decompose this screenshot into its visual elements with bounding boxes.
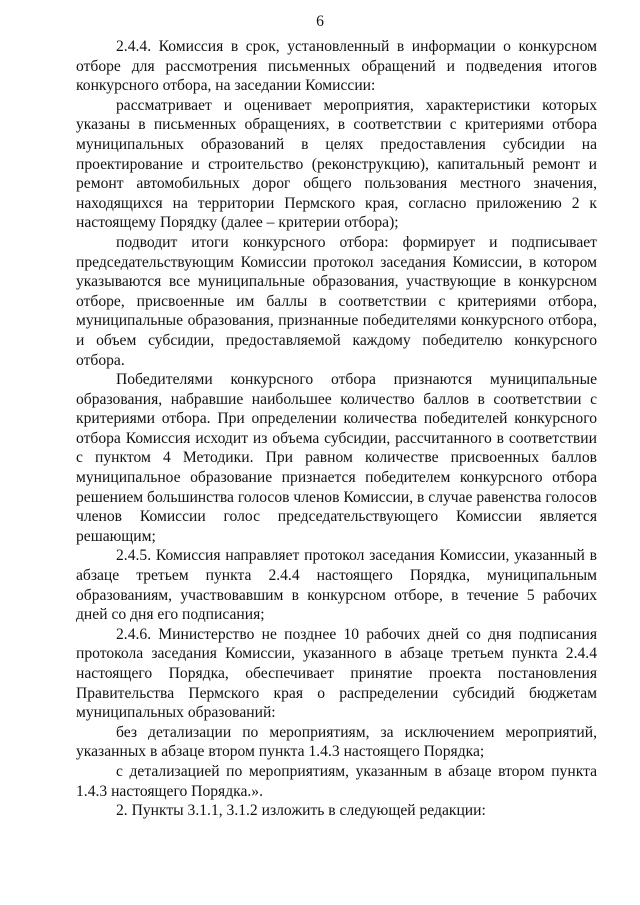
paragraph-sums-up-results: подводит итоги конкурсного отбора: формирует и подписывает председательствующим Комиссии протокол заседания Комиссии, в котором указываются все муниципальные образования, участвующие в конкурсном отборе, присвоенные им баллы в соответствии с критериями отбора, муниципальные образования, признанные победителями конкурсного отбора, и объем субсидии, предоставляемой каждому победителю конкурсного отбора. bbox=[76, 233, 597, 369]
paragraph-winners: Победителями конкурсного отбора признаются муниципальные образования, набравшие наибольшее количество баллов в соответствии с критериями отбора. При определении количества победителей конкурсного отбора Комиссия исходит из объема субсидии, рассчитанного в соответствии с пунктом 4 Методики. При равном количестве присвоенных баллов муниципальное образование признается победителем конкурсного отбора решением большинства голосов членов Комиссии, в случае равенства голосов членов Комиссии голос председательствующего Комиссии является решающим; bbox=[76, 371, 597, 545]
paragraph-item-2: 2. Пункты 3.1.1, 3.1.2 изложить в следующей редакции: bbox=[116, 802, 486, 820]
page-number: 6 bbox=[316, 13, 324, 30]
paragraph-2-4-6: 2.4.6. Министерство не позднее 10 рабочих дней со дня подписания протокола заседания Комиссии, указанного в абзаце третьем пункта 2.4.4 настоящего Порядка, обеспечивает принятие проекта постановления Правительства Пермского края о распределении субсидий бюджетам муниципальных образований: bbox=[76, 625, 597, 722]
paragraph-without-detail: без детализации по мероприятиям, за исключением мероприятий, указанных в абзаце втором пункта 1.4.3 настоящего Порядка; bbox=[76, 723, 597, 761]
document-body bbox=[76, 37, 597, 821]
paragraph-2-4-5: 2.4.5. Комиссия направляет протокол заседания Комиссии, указанный в абзаце третьем пункта 2.4.4 настоящего Порядка, муниципальным образованиям, участвовавшим в конкурсном отборе, в течение 5 рабочих дней со дня его подписания; bbox=[76, 547, 597, 624]
paragraph-with-detail: с детализацией по мероприятиям, указанным в абзаце втором пункта 1.4.3 настоящего Порядка.». bbox=[76, 762, 597, 800]
paragraph-evaluates-measures: рассматривает и оценивает мероприятия, характеристики которых указаны в письменных обращениях, в соответствии с критериями отбора муниципальных образований в целях предоставления субсидии на проектирование и строительство (реконструкцию), капитальный ремонт и ремонт автомобильных дорог общего пользования местного значения, находящихся на территории Пермского края, согласно приложению 2 к настоящему Порядку (далее – критерии отбора); bbox=[76, 96, 597, 232]
paragraph-2-4-4-intro: 2.4.4. Комиссия в срок, установленный в информации о конкурсном отборе для рассмотрения письменных обращений и подведения итогов конкурсного отбора, на заседании Комиссии: bbox=[76, 38, 597, 95]
